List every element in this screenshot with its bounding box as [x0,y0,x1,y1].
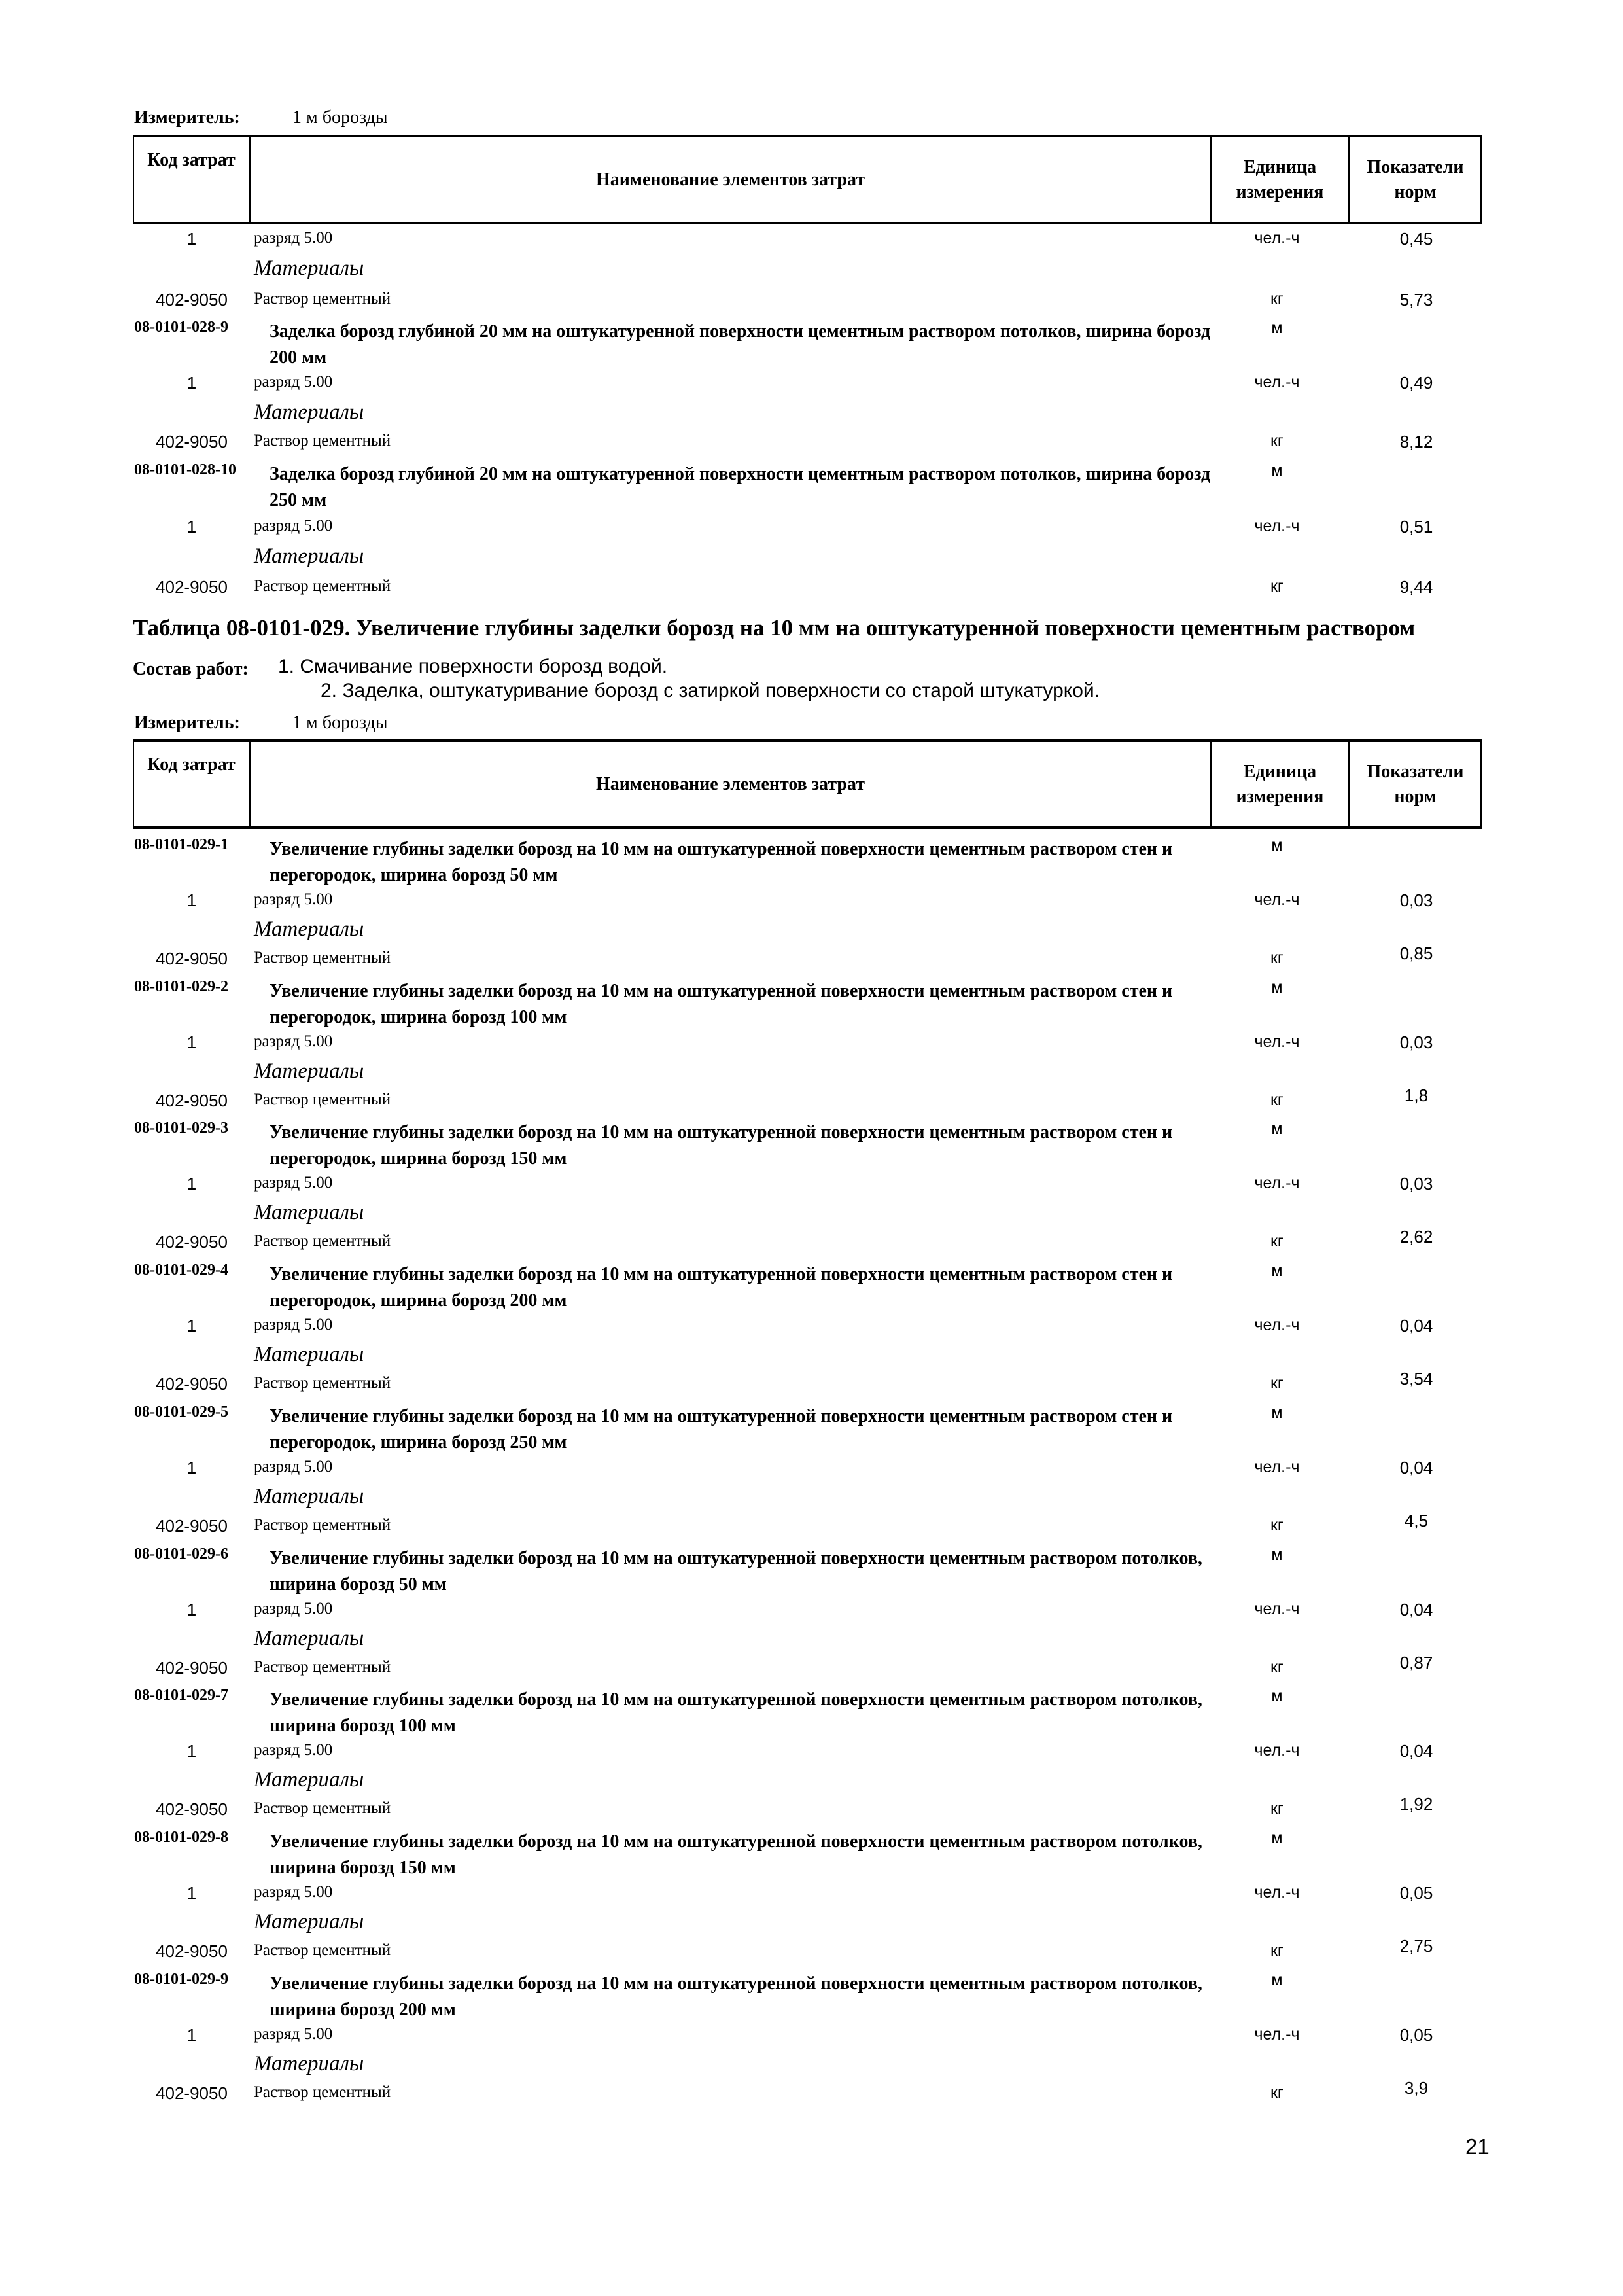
row-unit: кг [1270,1941,1284,1960]
row-unit: м [1271,836,1283,855]
row-unit: кг [1270,949,1284,967]
row-code: 08-0101-029-5 [134,1404,228,1421]
row-name: Материалы [254,2052,364,2075]
row-value: 0,87 [1399,1653,1433,1672]
row-name: Материалы [254,1768,364,1792]
row-code: 08-0101-029-6 [134,1545,228,1563]
row-code: 402-9050 [156,1941,228,1961]
row-unit: кг [1270,1799,1284,1818]
table-row [0,256,1623,284]
row-value: 1,92 [1399,1794,1433,1814]
row-code: 402-9050 [156,1658,228,1678]
header-unit-2: Единица измерения [1236,761,1324,807]
table-row [0,1600,1623,1627]
table-row [0,2025,1623,2053]
row-code: 402-9050 [156,1516,228,1536]
row-code: 402-9050 [156,949,228,968]
table-header-2 [133,739,1482,829]
table-row [0,1369,1623,1402]
row-name: Раствор цементный [254,1091,391,1108]
row-unit: кг [1270,1232,1284,1250]
measure-value-top: 1 м борозды [292,107,388,128]
row-name: разряд 5.00 [254,373,333,391]
row-unit: кг [1270,290,1284,308]
row-name: Материалы [254,1485,364,1508]
row-code: 1 [186,1033,197,1052]
table-row [0,1059,1623,1087]
table-row [0,1227,1623,1260]
row-name: Материалы [254,1059,364,1083]
row-code: 1 [186,1883,197,1903]
row-value: 3,9 [1404,2078,1429,2098]
table-row [0,1883,1623,1911]
table-row [0,1458,1623,1485]
row-name: Заделка борозд глубиной 20 мм на оштукатуренной поверхности цементным раствором потолков, ширина борозд 200 мм [270,321,1211,368]
table-header-1 [133,135,1482,224]
row-code: 1 [186,1174,197,1193]
row-name: Раствор цементный [254,2083,391,2101]
table-row [0,1653,1623,1686]
table-row [0,1910,1623,1937]
row-code: 402-9050 [156,1374,228,1394]
header-code-2: Код затрат [147,754,236,775]
row-value: 0,04 [1399,1458,1433,1477]
row-code: 08-0101-029-4 [134,1262,228,1279]
row-name: Увеличение глубины заделки борозд на 10 мм на оштукатуренной поверхности цементным раствором стен и перегородок, ширина борозд 250 мм [270,1406,1173,1453]
row-unit: чел.-ч [1254,1458,1300,1476]
row-value: 2,62 [1399,1227,1433,1246]
row-name: Раствор цементный [254,432,391,450]
table-row [0,432,1623,459]
row-name: разряд 5.00 [254,2025,333,2043]
row-code: 402-9050 [156,1232,228,1252]
row-code: 1 [186,229,197,249]
header-unit: Единица измерения [1236,156,1324,202]
row-value: 0,49 [1399,373,1433,393]
table-row [0,229,1623,256]
row-code: 402-9050 [156,290,228,309]
row-name: Раствор цементный [254,1941,391,1959]
table-title: Таблица 08-0101-029. Увеличение глубины заделки борозд на 10 мм на оштукатуренной поверхности цементным раствором [133,615,1416,641]
row-unit: м [1271,1687,1283,1705]
table-row [0,577,1623,605]
row-value: 4,5 [1404,1511,1429,1530]
row-code: 1 [186,2025,197,2045]
table-row [0,1511,1623,1544]
measure-value-2: 1 м борозды [292,713,388,733]
row-name: Раствор цементный [254,1374,391,1392]
table-row [0,917,1623,945]
row-value: 0,85 [1399,944,1433,963]
row-unit: чел.-ч [1254,517,1300,535]
row-unit: чел.-ч [1254,891,1300,909]
row-code: 1 [186,373,197,393]
table-row [0,1936,1623,1969]
table-row [0,2052,1623,2079]
table-row [0,1033,1623,1060]
row-name: Раствор цементный [254,1799,391,1817]
row-name: разряд 5.00 [254,1600,333,1617]
table-row [0,1174,1623,1201]
row-code: 08-0101-029-7 [134,1687,228,1704]
row-code: 08-0101-029-8 [134,1829,228,1846]
row-name: Материалы [254,1910,364,1934]
table-row [0,1627,1623,1654]
row-unit: чел.-ч [1254,1174,1300,1192]
row-unit: м [1271,1829,1283,1847]
row-code: 1 [186,1458,197,1477]
measure-label-2: Измеритель: [134,713,240,733]
row-name: Увеличение глубины заделки борозд на 10 мм на оштукатуренной поверхности цементным раствором стен и перегородок, ширина борозд 150 мм [270,1122,1173,1169]
sostav-item-2: 2. Заделка, оштукатуривание борозд с затиркой поверхности со старой штукатуркой. [321,680,1100,701]
row-name: Увеличение глубины заделки борозд на 10 мм на оштукатуренной поверхности цементным раствором стен и перегородок, ширина борозд 50 мм [270,839,1173,885]
table-row [0,400,1623,428]
table-row [0,1687,1623,1736]
table-row [0,373,1623,400]
sostav-label: Состав работ: [133,659,249,679]
row-name: Раствор цементный [254,1516,391,1534]
table-row [0,1086,1623,1118]
row-unit: м [1271,319,1283,337]
row-name: Материалы [254,917,364,941]
row-name: Увеличение глубины заделки борозд на 10 мм на оштукатуренной поверхности цементным раствором потолков, ширина борозд 50 мм [270,1548,1202,1595]
row-unit: чел.-ч [1254,1316,1300,1334]
table-row [0,1794,1623,1827]
row-value: 8,12 [1399,432,1433,451]
row-value: 0,03 [1399,1033,1433,1052]
row-unit: м [1271,1971,1283,1989]
row-unit: м [1271,1545,1283,1564]
page-number: 21 [1465,2134,1490,2159]
row-unit: кг [1270,1516,1284,1534]
table-row [0,1404,1623,1453]
row-unit: кг [1270,577,1284,595]
header-name-2: Наименование элементов затрат [595,773,865,794]
row-value: 0,05 [1399,2025,1433,2045]
table-row [0,1768,1623,1795]
row-name: разряд 5.00 [254,1741,333,1759]
row-code: 402-9050 [156,1091,228,1110]
table-row [0,836,1623,885]
row-unit: кг [1270,1091,1284,1109]
row-value: 0,45 [1399,229,1433,249]
row-unit: кг [1270,1658,1284,1676]
row-code: 1 [186,1741,197,1761]
row-value: 9,44 [1399,577,1433,597]
table-row [0,1485,1623,1512]
measure-label-top: Измеритель: [134,107,240,128]
row-name: Увеличение глубины заделки борозд на 10 мм на оштукатуренной поверхности цементным раствором потолков, ширина борозд 200 мм [270,1973,1202,2020]
row-unit: кг [1270,432,1284,450]
row-code: 08-0101-028-9 [134,319,228,336]
row-value: 2,75 [1399,1936,1433,1956]
row-code: 08-0101-029-2 [134,978,228,995]
row-unit: чел.-ч [1254,1600,1300,1618]
row-unit: м [1271,1120,1283,1138]
row-unit: кг [1270,2083,1284,2102]
row-name: Увеличение глубины заделки борозд на 10 мм на оштукатуренной поверхности цементным раствором потолков, ширина борозд 100 мм [270,1689,1202,1736]
row-unit: чел.-ч [1254,229,1300,247]
sostav-item-1: 1. Смачивание поверхности борозд водой. [278,656,668,677]
row-name: Раствор цементный [254,1232,391,1250]
row-name: Увеличение глубины заделки борозд на 10 мм на оштукатуренной поверхности цементным раствором стен и перегородок, ширина борозд 100 мм [270,981,1173,1027]
row-value: 0,03 [1399,891,1433,910]
row-code: 1 [186,1316,197,1335]
row-name: Раствор цементный [254,290,391,308]
row-unit: чел.-ч [1254,2025,1300,2043]
table-row [0,1120,1623,1169]
row-value: 0,51 [1399,517,1433,537]
row-name: Раствор цементный [254,949,391,966]
row-value: 0,03 [1399,1174,1433,1193]
table-row [0,891,1623,918]
table-row [0,2078,1623,2111]
row-code: 402-9050 [156,577,228,597]
table-row [0,517,1623,544]
table-row [0,461,1623,510]
table-row [0,944,1623,976]
table-row [0,319,1623,368]
header-code: Код затрат [147,150,236,170]
table-row [0,1741,1623,1769]
table-row [0,978,1623,1027]
header-norm: Показатели норм [1367,156,1464,202]
row-code: 1 [186,891,197,910]
row-code: 402-9050 [156,1799,228,1819]
row-name: Материалы [254,544,364,568]
row-name: Увеличение глубины заделки борозд на 10 мм на оштукатуренной поверхности цементным раствором потолков, ширина борозд 150 мм [270,1831,1202,1878]
row-name: Материалы [254,1627,364,1650]
row-value: 0,04 [1399,1600,1433,1619]
row-unit: м [1271,461,1283,480]
row-name: Раствор цементный [254,1658,391,1676]
row-name: Материалы [254,1343,364,1366]
table-row [0,1316,1623,1343]
row-name: Материалы [254,400,364,424]
table-row [0,1829,1623,1878]
row-name: разряд 5.00 [254,1883,333,1901]
table-row [0,1262,1623,1311]
row-value: 3,54 [1399,1369,1433,1388]
row-value: 0,05 [1399,1883,1433,1903]
row-name: разряд 5.00 [254,1458,333,1475]
row-name: Материалы [254,1201,364,1224]
header-name: Наименование элементов затрат [595,169,865,190]
row-unit: чел.-ч [1254,1741,1300,1759]
row-unit: м [1271,1262,1283,1280]
row-name: Заделка борозд глубиной 20 мм на оштукатуренной поверхности цементным раствором потолков, ширина борозд 250 мм [270,464,1211,510]
row-name: разряд 5.00 [254,1174,333,1192]
row-code: 08-0101-029-9 [134,1971,228,1988]
row-name: разряд 5.00 [254,229,333,247]
row-name: Раствор цементный [254,577,391,595]
row-code: 1 [186,517,197,537]
row-unit: чел.-ч [1254,373,1300,391]
row-value: 0,04 [1399,1741,1433,1761]
row-value: 0,04 [1399,1316,1433,1335]
row-name: Увеличение глубины заделки борозд на 10 мм на оштукатуренной поверхности цементным раствором стен и перегородок, ширина борозд 200 мм [270,1264,1173,1311]
row-unit: м [1271,1404,1283,1422]
row-code: 08-0101-028-10 [134,461,236,478]
row-code: 402-9050 [156,2083,228,2103]
table-row [0,1971,1623,2020]
row-unit: кг [1270,1374,1284,1392]
row-unit: чел.-ч [1254,1883,1300,1901]
row-code: 08-0101-029-1 [134,836,228,853]
table-row [0,1201,1623,1228]
table-row [0,290,1623,317]
header-norm-2: Показатели норм [1367,761,1464,807]
row-unit: чел.-ч [1254,1033,1300,1051]
table-row [0,1343,1623,1370]
table-row [0,1545,1623,1595]
row-name: Материалы [254,256,364,280]
row-code: 08-0101-029-3 [134,1120,228,1137]
row-value: 5,73 [1399,290,1433,309]
row-name: разряд 5.00 [254,1316,333,1333]
row-value: 1,8 [1404,1086,1429,1105]
row-name: разряд 5.00 [254,1033,333,1050]
row-unit: м [1271,978,1283,997]
row-code: 402-9050 [156,432,228,451]
row-code: 1 [186,1600,197,1619]
table-row [0,544,1623,572]
row-name: разряд 5.00 [254,891,333,908]
row-name: разряд 5.00 [254,517,333,535]
